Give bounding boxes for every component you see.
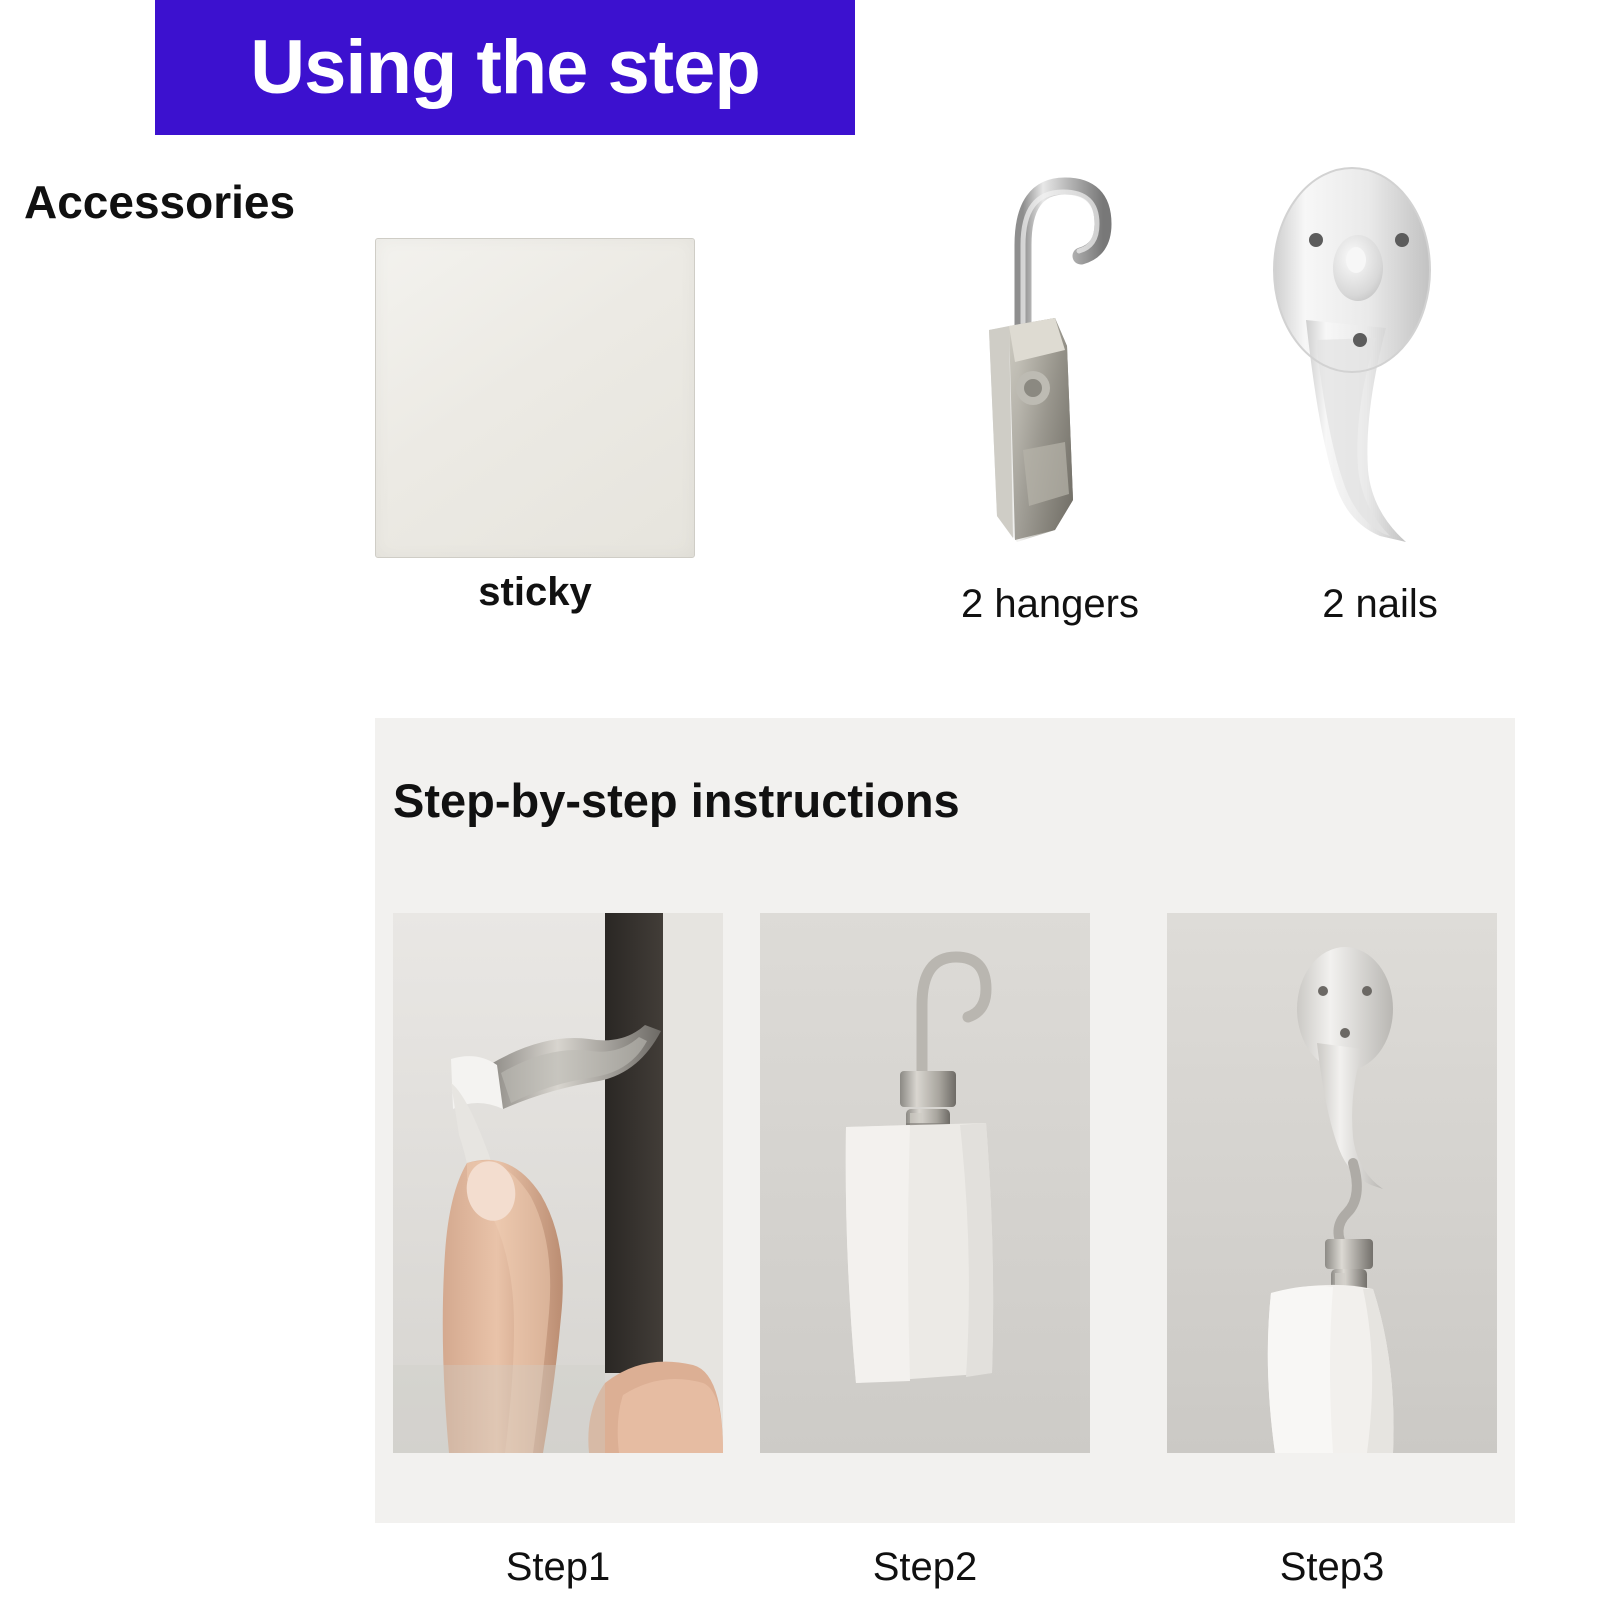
accessory-item-hangers bbox=[905, 150, 1195, 627]
accessory-caption: 2 nails bbox=[1322, 582, 1438, 626]
accessory-item-sticky bbox=[370, 238, 700, 615]
step-image-2 bbox=[760, 913, 1090, 1453]
step-caption-3: Step3 bbox=[1279, 1545, 1385, 1589]
accessories-section-label: Accessories bbox=[24, 176, 296, 228]
page-title: Using the step bbox=[250, 24, 760, 110]
steps-heading: Step-by-step instructions bbox=[393, 774, 960, 827]
title-banner bbox=[155, 0, 855, 135]
step-image-1 bbox=[393, 913, 723, 1453]
accessory-caption: sticky bbox=[478, 570, 592, 614]
step-image-3 bbox=[1167, 913, 1497, 1453]
adhesive-pad-icon bbox=[375, 238, 695, 558]
nail-hook-icon bbox=[1230, 150, 1530, 570]
steps-panel bbox=[375, 718, 1515, 1523]
accessory-caption: 2 hangers bbox=[961, 582, 1139, 626]
accessory-item-nails bbox=[1230, 150, 1530, 627]
step-caption-2: Step2 bbox=[872, 1545, 978, 1589]
hanger-clip-icon bbox=[905, 150, 1195, 570]
step-caption-1: Step1 bbox=[505, 1545, 611, 1589]
